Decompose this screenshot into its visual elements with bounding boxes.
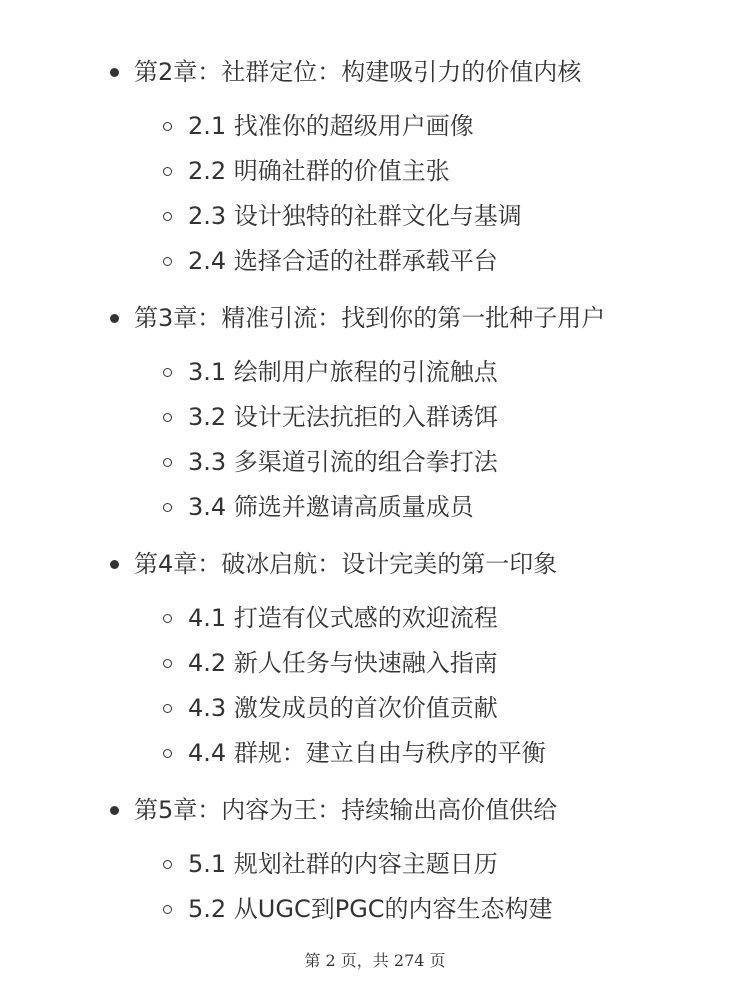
hollow-bullet-icon bbox=[163, 167, 172, 176]
hollow-bullet-icon bbox=[163, 905, 172, 914]
section-item bbox=[0, 596, 750, 641]
section-list bbox=[0, 588, 750, 786]
section-list bbox=[0, 342, 750, 540]
section-title: 4.3 激发成员的首次价值贡献 bbox=[188, 694, 498, 722]
chapter-item bbox=[0, 294, 750, 342]
section-title: 2.4 选择合适的社群承载平台 bbox=[188, 247, 498, 275]
section-item bbox=[0, 104, 750, 149]
section-item bbox=[0, 350, 750, 395]
chapter-item bbox=[0, 786, 750, 834]
chapter-5 bbox=[0, 786, 750, 942]
section-title: 3.1 绘制用户旅程的引流触点 bbox=[188, 358, 498, 386]
chapter-3 bbox=[0, 294, 750, 540]
chapter-title: 第5章：内容为王：持续输出高价值供给 bbox=[134, 796, 558, 824]
filled-bullet-icon bbox=[110, 68, 119, 77]
hollow-bullet-icon bbox=[163, 860, 172, 869]
hollow-bullet-icon bbox=[163, 458, 172, 467]
hollow-bullet-icon bbox=[163, 749, 172, 758]
chapter-title: 第2章：社群定位：构建吸引力的价值内核 bbox=[134, 58, 582, 86]
hollow-bullet-icon bbox=[163, 704, 172, 713]
hollow-bullet-icon bbox=[163, 614, 172, 623]
section-title: 3.2 设计无法抗拒的入群诱饵 bbox=[188, 403, 498, 431]
chapter-title: 第3章：精准引流：找到你的第一批种子用户 bbox=[134, 304, 606, 332]
section-item bbox=[0, 842, 750, 887]
section-item bbox=[0, 440, 750, 485]
chapter-4 bbox=[0, 540, 750, 786]
chapter-item bbox=[0, 540, 750, 588]
section-item bbox=[0, 149, 750, 194]
section-title: 5.2 从UGC到PGC的内容生态构建 bbox=[188, 895, 553, 923]
hollow-bullet-icon bbox=[163, 659, 172, 668]
filled-bullet-icon bbox=[110, 560, 119, 569]
chapter-title: 第4章：破冰启航：设计完美的第一印象 bbox=[134, 550, 558, 578]
section-item bbox=[0, 395, 750, 440]
section-list bbox=[0, 834, 750, 942]
section-item bbox=[0, 686, 750, 731]
chapter-2 bbox=[0, 48, 750, 294]
section-title: 4.2 新人任务与快速融入指南 bbox=[188, 649, 498, 677]
section-title: 3.3 多渠道引流的组合拳打法 bbox=[188, 448, 498, 476]
hollow-bullet-icon bbox=[163, 212, 172, 221]
hollow-bullet-icon bbox=[163, 368, 172, 377]
hollow-bullet-icon bbox=[163, 257, 172, 266]
section-title: 4.4 群规：建立自由与秩序的平衡 bbox=[188, 739, 546, 767]
section-title: 2.1 找准你的超级用户画像 bbox=[188, 112, 474, 140]
section-title: 5.1 规划社群的内容主题日历 bbox=[188, 850, 498, 878]
section-item bbox=[0, 239, 750, 284]
section-title: 4.1 打造有仪式感的欢迎流程 bbox=[188, 604, 498, 632]
hollow-bullet-icon bbox=[163, 122, 172, 131]
section-item bbox=[0, 641, 750, 686]
filled-bullet-icon bbox=[110, 314, 119, 323]
section-item bbox=[0, 887, 750, 932]
section-item bbox=[0, 731, 750, 776]
chapter-item bbox=[0, 48, 750, 96]
section-item bbox=[0, 485, 750, 530]
filled-bullet-icon bbox=[110, 806, 119, 815]
page-number: 第 2 页，共 274 页 bbox=[304, 951, 446, 970]
table-of-contents bbox=[0, 48, 750, 942]
section-title: 3.4 筛选并邀请高质量成员 bbox=[188, 493, 474, 521]
section-list bbox=[0, 96, 750, 294]
hollow-bullet-icon bbox=[163, 413, 172, 422]
hollow-bullet-icon bbox=[163, 503, 172, 512]
section-item bbox=[0, 194, 750, 239]
section-title: 2.2 明确社群的价值主张 bbox=[188, 157, 450, 185]
section-title: 2.3 设计独特的社群文化与基调 bbox=[188, 202, 522, 230]
